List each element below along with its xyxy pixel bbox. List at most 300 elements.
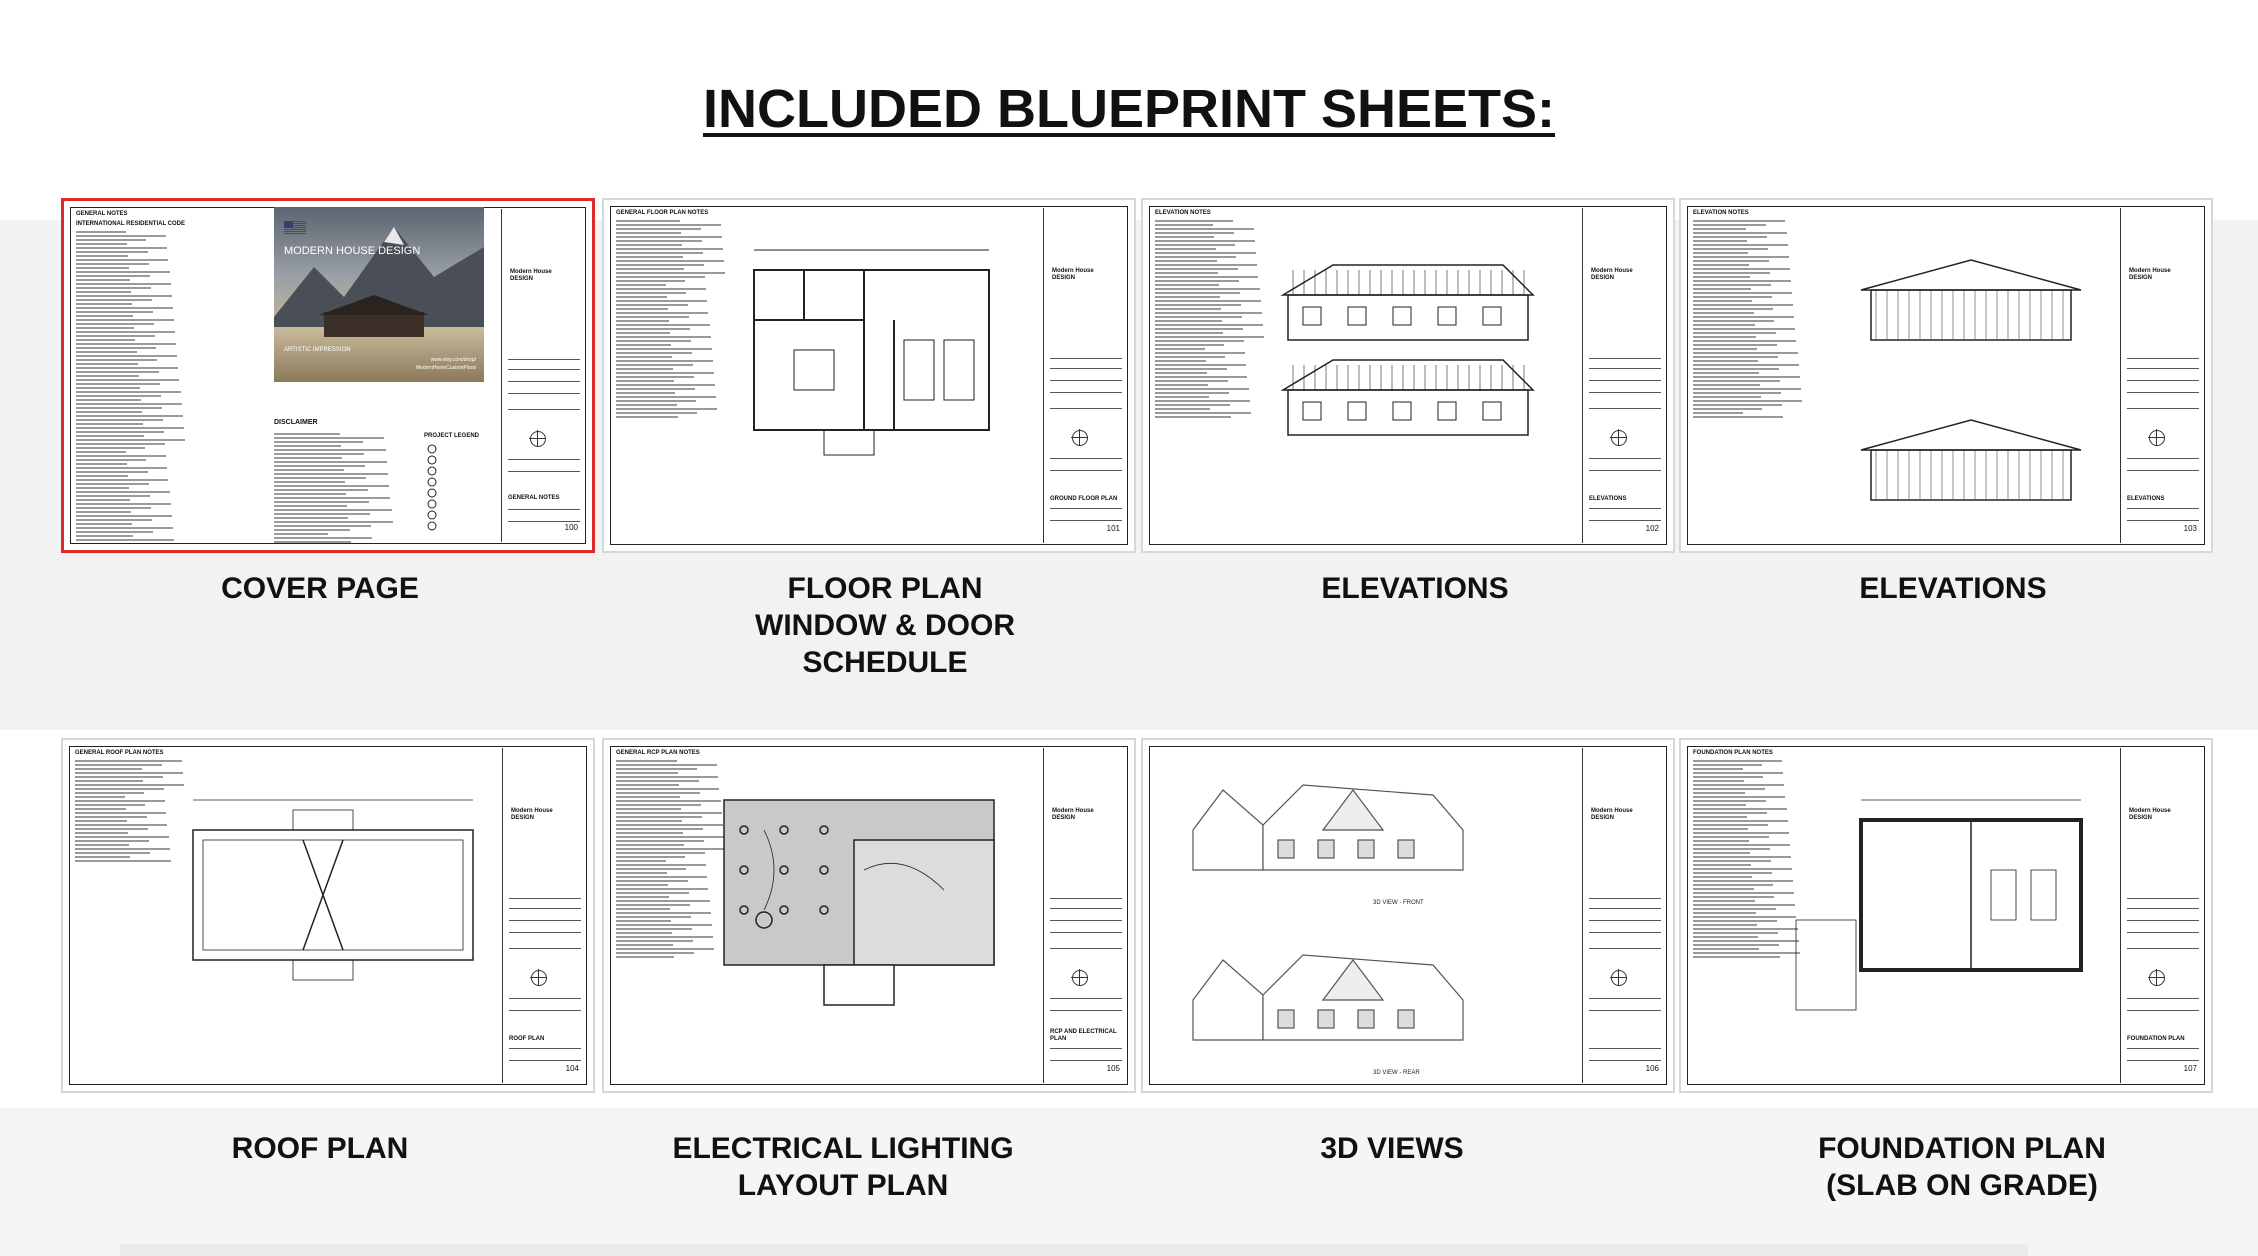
note-line [274,529,350,531]
sheet-number: 107 [2183,1064,2197,1073]
note-line [1693,796,1785,798]
caption-line: WINDOW & DOOR [755,609,1015,642]
sheet-caption-102 [1205,570,1625,607]
note-line [1155,320,1222,322]
compass-icon [530,431,546,447]
notes-heading: GENERAL RCP PLAN NOTES [616,750,700,756]
title-block-rule [1589,948,1661,949]
note-line [1693,296,1772,298]
blueprint-sheet-100[interactable] [61,198,595,553]
electrical-plan-drawing [724,800,994,1005]
title-block-rule [1589,508,1661,509]
title-block [1043,208,1126,543]
note-line [1693,812,1767,814]
note-line [1693,952,1800,954]
note-line [274,449,386,451]
note-line [75,804,145,806]
note-line [1155,244,1235,246]
note-line [1155,380,1228,382]
note-line [1155,292,1240,294]
note-line [1155,408,1210,410]
note-line [1155,412,1251,414]
title-block-rule [508,471,580,472]
note-line [1693,820,1788,822]
sheet-caption-100 [110,570,530,607]
note-line [76,391,181,393]
note-line [1693,364,1799,366]
note-line [1693,924,1757,926]
title-block-rule [1050,508,1122,509]
note-line [1693,392,1781,394]
title-block-rule [2127,908,2199,909]
note-line [76,539,174,541]
note-line [616,352,692,354]
note-line [616,872,667,874]
note-line [76,363,138,365]
title-block-rule [1589,520,1661,521]
note-line [616,876,707,878]
note-line [76,235,166,237]
note-line [1693,912,1756,914]
note-line [76,243,127,245]
caption-line: ELEVATIONS [1321,572,1509,605]
note-line [1693,792,1745,794]
note-line [616,284,666,286]
note-line [76,251,148,253]
note-line [76,375,139,377]
title-block-rule [509,998,581,999]
note-line [1693,836,1769,838]
note-line [75,824,167,826]
note-line [75,836,169,838]
note-line [76,487,129,489]
note-line [1693,844,1790,846]
sheet-caption-107 [1752,1130,2172,1204]
note-line [1155,392,1229,394]
note-line [616,780,699,782]
note-line [274,509,392,511]
note-line [616,320,669,322]
note-line [616,392,675,394]
note-line [274,533,328,535]
note-line [75,816,147,818]
note-line [274,481,345,483]
title-block-rule [509,932,581,933]
notes-heading: FOUNDATION PLAN NOTES [1693,750,1773,756]
title-block-rule [2127,408,2199,409]
blueprint-sheet-103[interactable] [1679,198,2213,553]
note-line [1155,228,1254,230]
sheet-title: ROOF PLAN [509,1036,545,1042]
note-line [1155,220,1233,222]
blueprint-sheet-104[interactable] [61,738,595,1093]
cover-shop-name: ModernHomeCustomPlans [415,365,476,371]
note-line [1693,308,1773,310]
title-block-rule [2127,470,2199,471]
title-block-rule [1050,920,1122,921]
note-line [76,403,182,405]
note-line [76,395,161,397]
note-line [274,441,363,443]
title-block-rule [1589,1060,1661,1061]
title-block-brand: Modern House DESIGN [1052,268,1094,281]
note-line [1693,916,1796,918]
note-line [1155,296,1220,298]
note-line [1693,248,1768,250]
note-line [1693,376,1800,378]
note-line [1155,352,1245,354]
note-line [76,343,176,345]
note-line [1693,760,1782,762]
cover-legend-heading: PROJECT LEGEND [424,433,480,439]
note-line [616,312,708,314]
note-line [616,832,683,834]
note-line [76,515,172,517]
note-line [1693,272,1770,274]
title-block-brand: Modern House DESIGN [511,808,553,821]
note-line [1155,384,1208,386]
note-line [76,455,166,457]
note-line [1693,876,1752,878]
note-line [1693,772,1783,774]
note-line [616,932,672,934]
note-line [616,260,724,262]
note-line [1693,232,1787,234]
title-block-rule [2127,920,2199,921]
note-line [76,419,163,421]
note-line [1155,252,1256,254]
note-line [616,908,670,910]
cover-disclaimer-text [274,431,394,545]
note-line [616,796,680,798]
note-line [1693,848,1770,850]
note-line [616,868,686,870]
note-line [616,884,668,886]
note-line [1155,324,1263,326]
note-line [75,844,129,846]
note-line [1693,816,1747,818]
note-line [1693,284,1771,286]
sheet-caption-101 [675,570,1095,681]
note-line [1693,900,1755,902]
note-line [1155,368,1227,370]
title-block-rule [509,898,581,899]
note-line [1693,780,1744,782]
note-line [76,399,141,401]
cover-shop-url: www.etsy.com/shop/ [430,357,476,363]
3d-rear-label: 3D VIEW - REAR [1373,1070,1420,1076]
note-line [616,404,677,406]
note-line [76,319,174,321]
note-line [616,924,712,926]
note-line [75,792,144,794]
sheet-notes [1155,210,1265,420]
note-line [1693,892,1794,894]
cover-disclaimer-heading: DISCLAIMER [274,419,318,426]
note-line [1693,328,1795,330]
title-block-rule [2127,932,2199,933]
title-block [1582,208,1665,543]
note-line [1693,224,1766,226]
us-flag-icon [284,221,306,235]
note-line [616,804,701,806]
cover-render-image [274,207,484,382]
note-line [1155,276,1258,278]
note-line [76,379,179,381]
title-block-rule [1050,380,1122,381]
note-line [1693,312,1754,314]
title-block-rule [1050,898,1122,899]
note-line [76,535,133,537]
title-block-rule [1589,920,1661,921]
note-line [76,479,168,481]
note-line [76,511,131,513]
note-line [1693,260,1769,262]
title-block-rule [1589,392,1661,393]
title-block-rule [1050,392,1122,393]
note-line [1155,308,1221,310]
note-line [274,537,372,539]
note-line [1693,356,1778,358]
note-line [274,521,393,523]
title-block-rule [1589,470,1661,471]
compass-icon [1611,970,1627,986]
note-line [1693,784,1784,786]
title-block-rule [1050,358,1122,359]
note-line [1155,232,1234,234]
note-line [1693,764,1762,766]
note-line [274,501,369,503]
note-line [1155,264,1257,266]
note-line [274,465,365,467]
title-block-rule [509,1060,581,1061]
note-line [616,292,686,294]
foundation-plan-drawing [1796,800,2081,1010]
note-line [274,497,390,499]
note-line [1693,348,1757,350]
note-line [1693,368,1779,370]
title-block-rule [1050,948,1122,949]
note-line [616,364,693,366]
note-line [1155,236,1214,238]
title-block-rule [2127,948,2199,949]
note-line [616,268,684,270]
note-line [1693,800,1766,802]
note-line [1693,776,1763,778]
title-block-brand: Modern House DESIGN [510,269,552,282]
note-line [616,304,688,306]
note-line [616,920,671,922]
title-block-rule [2127,458,2199,459]
note-line [616,368,673,370]
note-line [274,485,389,487]
note-line [1693,340,1796,342]
note-line [1693,404,1782,406]
note-line [1693,908,1776,910]
3d-front-label: 3D VIEW - FRONT [1373,900,1424,906]
blueprint-sheet-106[interactable] [1141,738,1675,1093]
caption-line: LAYOUT PLAN [737,1169,949,1202]
note-line [1155,388,1249,390]
blueprint-sheet-101[interactable] [602,198,1136,553]
title-block-rule [1050,470,1122,471]
blueprint-sheet-105[interactable] [602,738,1136,1093]
sheet-title: FOUNDATION PLAN [2127,1036,2185,1042]
note-line [76,355,177,357]
note-line [76,443,165,445]
note-line [75,820,127,822]
blueprint-sheet-102[interactable] [1141,198,1675,553]
note-line [616,396,716,398]
note-line [616,916,691,918]
note-line [1693,948,1759,950]
note-line [1693,852,1750,854]
title-block-rule [508,369,580,370]
note-line [616,952,694,954]
title-block-rule [1589,368,1661,369]
sheet-drawing [183,790,483,1020]
caption-line: SCHEDULE [802,646,968,679]
compass-icon [1611,430,1627,446]
note-line [616,376,694,378]
note-line [76,431,164,433]
note-line [76,299,152,301]
note-line [616,784,679,786]
note-line [75,860,171,862]
title-block-rule [1050,408,1122,409]
title-block-rule [2127,898,2199,899]
note-line [616,936,713,938]
note-line [1693,380,1780,382]
title-block-rule [1050,998,1122,999]
title-block-rule [2127,1048,2199,1049]
note-line [75,796,125,798]
note-line [76,283,171,285]
note-line [616,328,690,330]
title-block-rule [508,359,580,360]
note-line [616,948,714,950]
note-line [616,232,681,234]
note-line [616,276,705,278]
note-line [274,513,370,515]
note-line [1155,260,1217,262]
note-line [616,760,677,762]
note-line [1693,832,1789,834]
note-line [76,263,149,265]
note-line [76,231,126,233]
sheet-notes [76,211,186,543]
note-line [616,864,706,866]
title-block-rule [2127,1060,2199,1061]
3d-rear-drawing [1193,955,1463,1040]
compass-icon [1072,970,1088,986]
title-block-rule [1589,380,1661,381]
note-line [1693,868,1792,870]
note-line [76,255,128,257]
note-line [76,335,155,337]
note-line [1155,356,1225,358]
note-line [616,220,680,222]
note-line [616,852,705,854]
note-line [1693,360,1758,362]
note-line [1693,824,1768,826]
note-line [1693,240,1747,242]
sheet-title: RCP AND ELECTRICAL PLAN [1050,1029,1117,1042]
note-line [76,359,157,361]
note-line [274,469,344,471]
note-line [1693,788,1765,790]
title-block-rule [2127,358,2199,359]
title-block-rule [1050,1060,1122,1061]
note-line [616,228,701,230]
title-block [1582,748,1665,1083]
title-block-rule [1589,1010,1661,1011]
note-line [76,483,149,485]
note-line [274,489,368,491]
note-line [616,272,725,274]
sheet-title: GENERAL NOTES [508,495,560,501]
note-line [274,445,341,447]
note-line [76,351,137,353]
blueprint-sheet-107[interactable] [1679,738,2213,1093]
note-line [616,900,710,902]
note-line [616,296,667,298]
note-line [1693,768,1743,770]
note-line [1155,328,1243,330]
title-block-rule [2127,392,2199,393]
note-line [75,840,149,842]
note-line [76,463,127,465]
sheet-number: 102 [1645,524,1659,533]
note-line [76,507,151,509]
sheet-drawing [704,780,1014,1020]
title-block-rule [509,948,581,949]
note-line [1693,384,1760,386]
title-block-rule [1589,998,1661,999]
notes-heading: ELEVATION NOTES [1693,210,1749,216]
title-block-rule [508,459,580,460]
note-line [616,892,689,894]
notes-heading: GENERAL ROOF PLAN NOTES [75,750,164,756]
note-line [1693,896,1774,898]
compass-icon [2149,970,2165,986]
note-line [1155,332,1223,334]
caption-line: FOUNDATION PLAN [1818,1132,2106,1165]
note-line [1693,288,1751,290]
note-line [1693,244,1788,246]
note-line [1693,408,1762,410]
note-line [1693,932,1778,934]
note-line [1155,272,1218,274]
note-line [1155,416,1231,418]
sheet-drawing [274,207,484,547]
note-line [76,423,143,425]
note-line [1155,376,1247,378]
note-line [76,275,150,277]
notes-heading: ELEVATION NOTES [1155,210,1211,216]
note-line [76,523,132,525]
note-line [616,348,712,350]
note-line [75,856,130,858]
elevation-drawing [1283,265,1533,435]
note-line [616,316,689,318]
note-line [1693,388,1801,390]
note-line [1693,372,1759,374]
note-line [616,224,721,226]
note-line [1693,840,1749,842]
note-line [616,240,702,242]
note-line [1693,316,1794,318]
